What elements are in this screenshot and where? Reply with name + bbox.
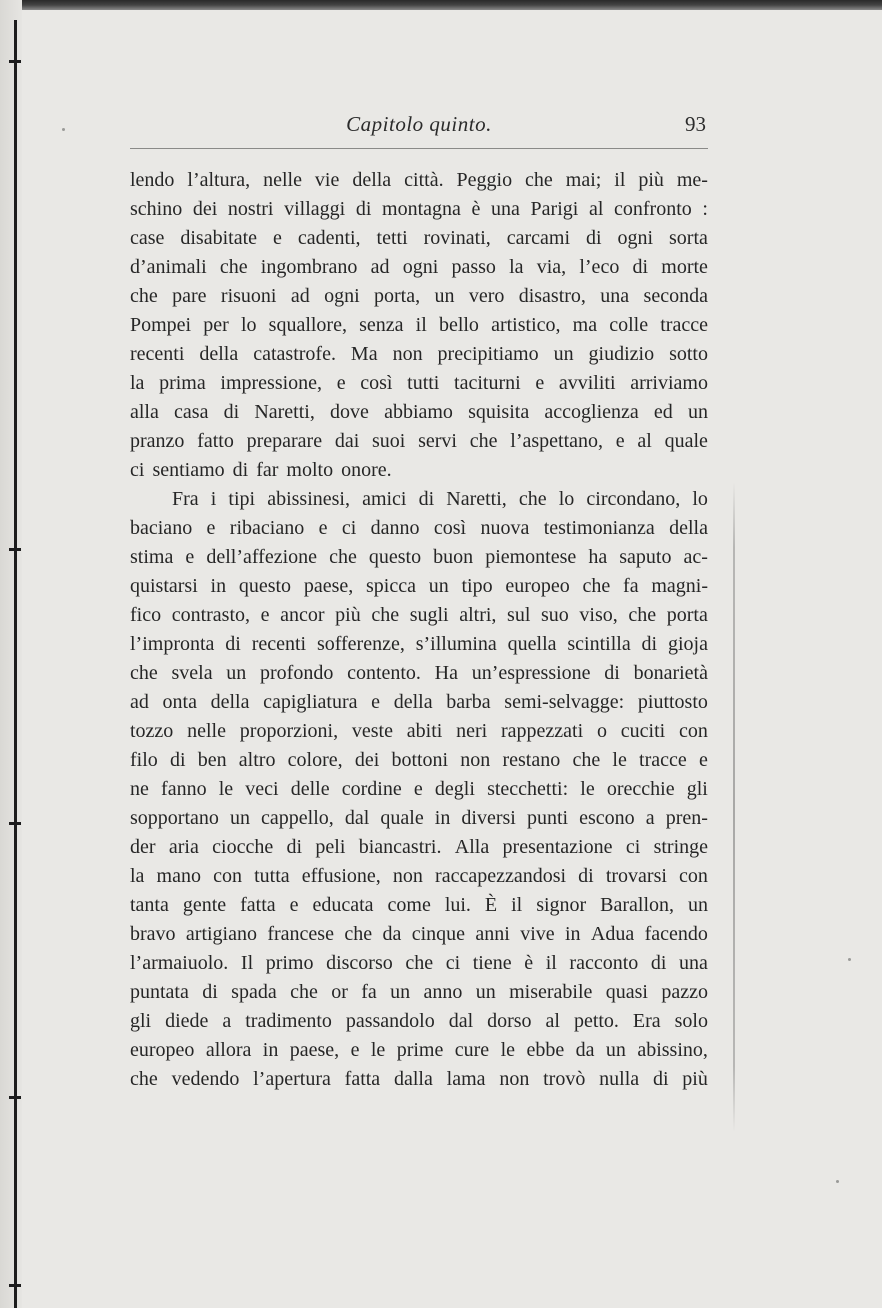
text-line: sopportano un cappello, dal quale in diversi punti escono a pren-	[130, 807, 708, 829]
text-line: puntata di spada che or fa un anno un miserabile quasi pazzo	[130, 981, 708, 1003]
text-line: recenti della catastrofe. Ma non precipitiamo un giudizio sotto	[130, 343, 708, 365]
paragraph	[130, 485, 708, 1094]
text-line: case disabitate e cadenti, tetti rovinati, carcami di ogni sorta	[130, 227, 708, 249]
binding-stitch	[9, 60, 21, 63]
text-line: der aria ciocche di peli biancastri. Alla presentazione ci stringe	[130, 836, 708, 858]
paragraph	[130, 166, 708, 485]
text-line: bravo artigiano francese che da cinque anni vive in Adua facendo	[130, 923, 708, 945]
text-line: d’animali che ingombrano ad ogni passo la via, l’eco di morte	[130, 256, 708, 278]
running-head	[130, 110, 708, 146]
binding-stitch	[9, 822, 21, 825]
text-line: ne fanno le veci delle cordine e degli stecchetti: le orecchie gli	[130, 778, 708, 800]
text-line: tozzo nelle proporzioni, veste abiti neri rappezzati o cuciti con	[130, 720, 708, 742]
text-line: che svela un profondo contento. Ha un’espressione di bonarietà	[130, 662, 708, 684]
chapter-title: Capitolo quinto.	[346, 112, 492, 136]
text-line: schino dei nostri villaggi di montagna è una Parigi al confronto :	[130, 198, 708, 220]
binding-stitch	[9, 1284, 21, 1287]
page-left-gutter	[0, 0, 22, 1308]
paper-speck	[836, 1180, 839, 1183]
text-line: europeo allora in paese, e le prime cure le ebbe da un abissino,	[130, 1039, 708, 1061]
text-line: la mano con tutta effusione, non raccapezzandosi di trovarsi con	[130, 865, 708, 887]
text-line: quistarsi in questo paese, spicca un tipo europeo che fa magni-	[130, 575, 708, 597]
header-rule	[130, 148, 708, 149]
page-number: 93	[685, 112, 706, 136]
text-line: lendo l’altura, nelle vie della città. Peggio che mai; il più me-	[130, 169, 708, 191]
text-line: pranzo fatto preparare dai suoi servi che l’aspettano, e al quale	[130, 430, 708, 452]
text-line: la prima impressione, e così tutti taciturni e avviliti arriviamo	[130, 372, 708, 394]
text-line: ci sentiamo di far molto onore.	[130, 459, 392, 481]
text-line: ad onta della capigliatura e della barba semi-selvagge: piuttosto	[130, 691, 708, 713]
text-line: l’impronta di recenti sofferenze, s’illumina quella scintilla di gioja	[130, 633, 708, 655]
paper-speck	[848, 958, 851, 961]
text-line: Pompei per lo squallore, senza il bello artistico, ma colle tracce	[130, 314, 708, 336]
paper-speck	[62, 128, 65, 131]
text-line: baciano e ribaciano e ci danno così nuova testimonianza della	[130, 517, 708, 539]
text-line: Fra i tipi abissinesi, amici di Naretti, che lo circondano, lo	[172, 488, 708, 510]
text-line: alla casa di Naretti, dove abbiamo squisita accoglienza ed un	[130, 401, 708, 423]
text-line: fico contrasto, e ancor più che sugli altri, sul suo viso, che porta	[130, 604, 708, 626]
binding-stitch	[9, 548, 21, 551]
page-top-shadow	[0, 0, 882, 10]
text-line: filo di ben altro colore, dei bottoni non restano che le tracce e	[130, 749, 708, 771]
binding-thread	[14, 20, 17, 1308]
text-line: che vedendo l’apertura fatta dalla lama non trovò nulla di più	[130, 1068, 708, 1090]
text-line: che pare risuoni ad ogni porta, un vero disastro, una seconda	[130, 285, 708, 307]
text-line: l’armaiuolo. Il primo discorso che ci tiene è il racconto di una	[130, 952, 708, 974]
text-line: gli diede a tradimento passandolo dal dorso al petto. Era solo	[130, 1010, 708, 1032]
text-line: stima e dell’affezione che questo buon piemontese ha saputo ac-	[130, 546, 708, 568]
binding-stitch	[9, 1096, 21, 1099]
margin-pencil-line	[733, 482, 735, 1132]
body-text	[130, 166, 708, 1094]
text-line: tanta gente fatta e educata come lui. È il signor Barallon, un	[130, 894, 708, 916]
